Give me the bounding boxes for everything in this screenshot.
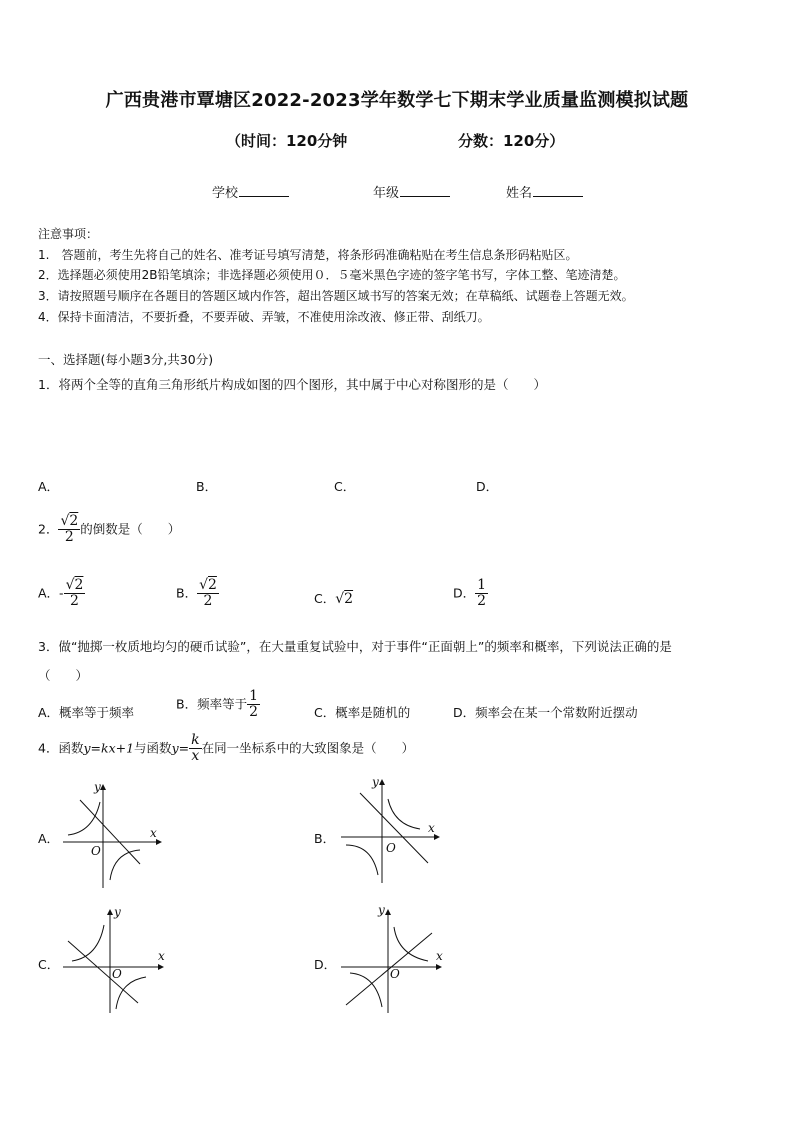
question-2-stem [38,514,180,546]
q2-fraction-denominator: 2 [64,529,74,546]
q4-graph-d [336,905,448,1017]
origin-label: O [390,967,400,981]
origin-label: O [91,844,101,858]
q3-option-b[interactable] [176,689,260,721]
q3-option-d[interactable]: D．频率会在某一个常数附近摆动 [453,705,638,720]
note-item: 1. 答题前，考生先将自己的姓名、准考证号填写清楚，将条形码准确粘贴在考生信息条形码粘贴区。 [38,248,578,262]
q2-fraction-numerator: √2 [60,513,79,529]
q4-stem-b: 与函数 [134,740,172,756]
page-title: 广西贵港市覃塘区2022-2023学年数学七下期末学业质量监测模拟试题 [105,90,689,111]
note-item: 4．保持卡面清洁，不要折叠，不要弄破、弄皱，不准使用涂改液、修正带、刮纸刀。 [38,310,490,324]
q3-option-b-den: 2 [249,704,258,721]
axis-y-label: y [372,775,379,789]
q2-option-b-den: 2 [203,593,213,610]
origin-label: O [386,841,396,855]
exam-time: （时间：120分钟 [226,132,348,150]
q4-stem-c: 在同一坐标系中的大致图象是（ ） [201,740,415,756]
q2-option-b[interactable] [176,578,219,610]
q2-option-c-value: √2 [335,591,354,607]
q2-option-c-label: C． [314,591,336,606]
axis-x-label: x [158,949,165,963]
q2-fraction [58,514,80,546]
section-heading: 一、选择题(每小题3分,共30分) [38,352,214,367]
notes-heading: 注意事项： [38,227,99,241]
q4-func2-num: k [191,732,200,748]
name-blank[interactable] [533,186,583,197]
grade-label: 年级 [373,186,400,201]
question-3-stem: 3．做“抛掷一枚质地均匀的硬币试验”，在大量重复试验中，对于事件“正面朝上”的频率和概率，下列说法正确的是 [38,639,672,654]
q4-option-b[interactable]: B． [314,831,336,846]
axis-x-label: x [428,821,435,835]
q3-option-b-num: 1 [249,688,258,704]
name-label: 姓名 [506,186,533,201]
q2-option-a-label: A．- [38,585,64,601]
q2-tail: 的倒数是（ ） [80,521,181,537]
q2-option-b-num: √2 [199,577,217,593]
q3-option-c[interactable]: C．概率是随机的 [314,705,411,720]
q4-option-a[interactable]: A． [38,831,60,846]
note-item: 3．请按照题号顺序在各题目的答题区域内作答，超出答题区域书写的答案无效；在草稿纸、试题卷上答题无效。 [38,289,634,303]
axis-y-label: y [378,903,385,917]
name-field[interactable] [506,182,583,201]
axis-x-label: x [150,826,157,840]
question-1-stem: 1．将两个全等的直角三角形纸片构成如图的四个图形，其中属于中心对称图形的是（ ） [38,377,546,392]
q2-option-d-label: D． [453,585,476,601]
q3-option-a[interactable]: A．概率等于频率 [38,705,135,720]
question-3-paren: （ ） [38,668,89,683]
q2-option-a-num: √2 [65,577,84,593]
school-label: 学校 [212,186,239,201]
note-item: 2．选择题必须使用2B铅笔填涂；非选择题必须使用０．５毫米黑色字迹的签字笔书写，字体工整、笔迹清楚。 [38,268,626,282]
question-4-stem [38,733,414,765]
grade-blank[interactable] [400,186,450,197]
origin-label: O [112,967,122,981]
q2-option-a[interactable] [38,578,85,610]
q2-option-d-den: 2 [477,593,487,610]
q2-number: 2． [38,521,59,537]
q4-func1: y=kx+1 [83,740,135,756]
q2-option-d-num: 1 [477,577,487,593]
school-field[interactable] [212,182,289,201]
school-blank[interactable] [239,186,289,197]
q2-option-b-label: B． [176,585,198,601]
axis-y-label: y [94,780,101,794]
axis-y-label: y [114,905,121,919]
q1-option-a[interactable]: A． [38,479,60,494]
exam-score: 分数：120分） [458,132,565,150]
axis-x-label: x [436,949,443,963]
q3-option-b-label: B．频率等于 [176,696,248,712]
q4-stem-a: 4．函数 [38,740,84,756]
q1-option-d[interactable]: D． [476,479,499,494]
q4-option-c[interactable]: C． [38,957,60,972]
q4-graph-a [58,780,168,892]
q2-option-a-den: 2 [70,593,79,610]
q4-func2-den: x [191,748,200,765]
q1-option-c[interactable]: C． [334,479,356,494]
q2-option-d[interactable] [453,578,488,610]
q4-option-d[interactable]: D． [314,957,337,972]
q4-func2-lhs: y= [171,740,190,756]
q1-option-b[interactable]: B． [196,479,218,494]
q4-graph-c [58,905,170,1017]
q2-option-c[interactable] [314,589,353,607]
q4-graph-b [336,775,446,887]
grade-field[interactable] [373,182,450,201]
